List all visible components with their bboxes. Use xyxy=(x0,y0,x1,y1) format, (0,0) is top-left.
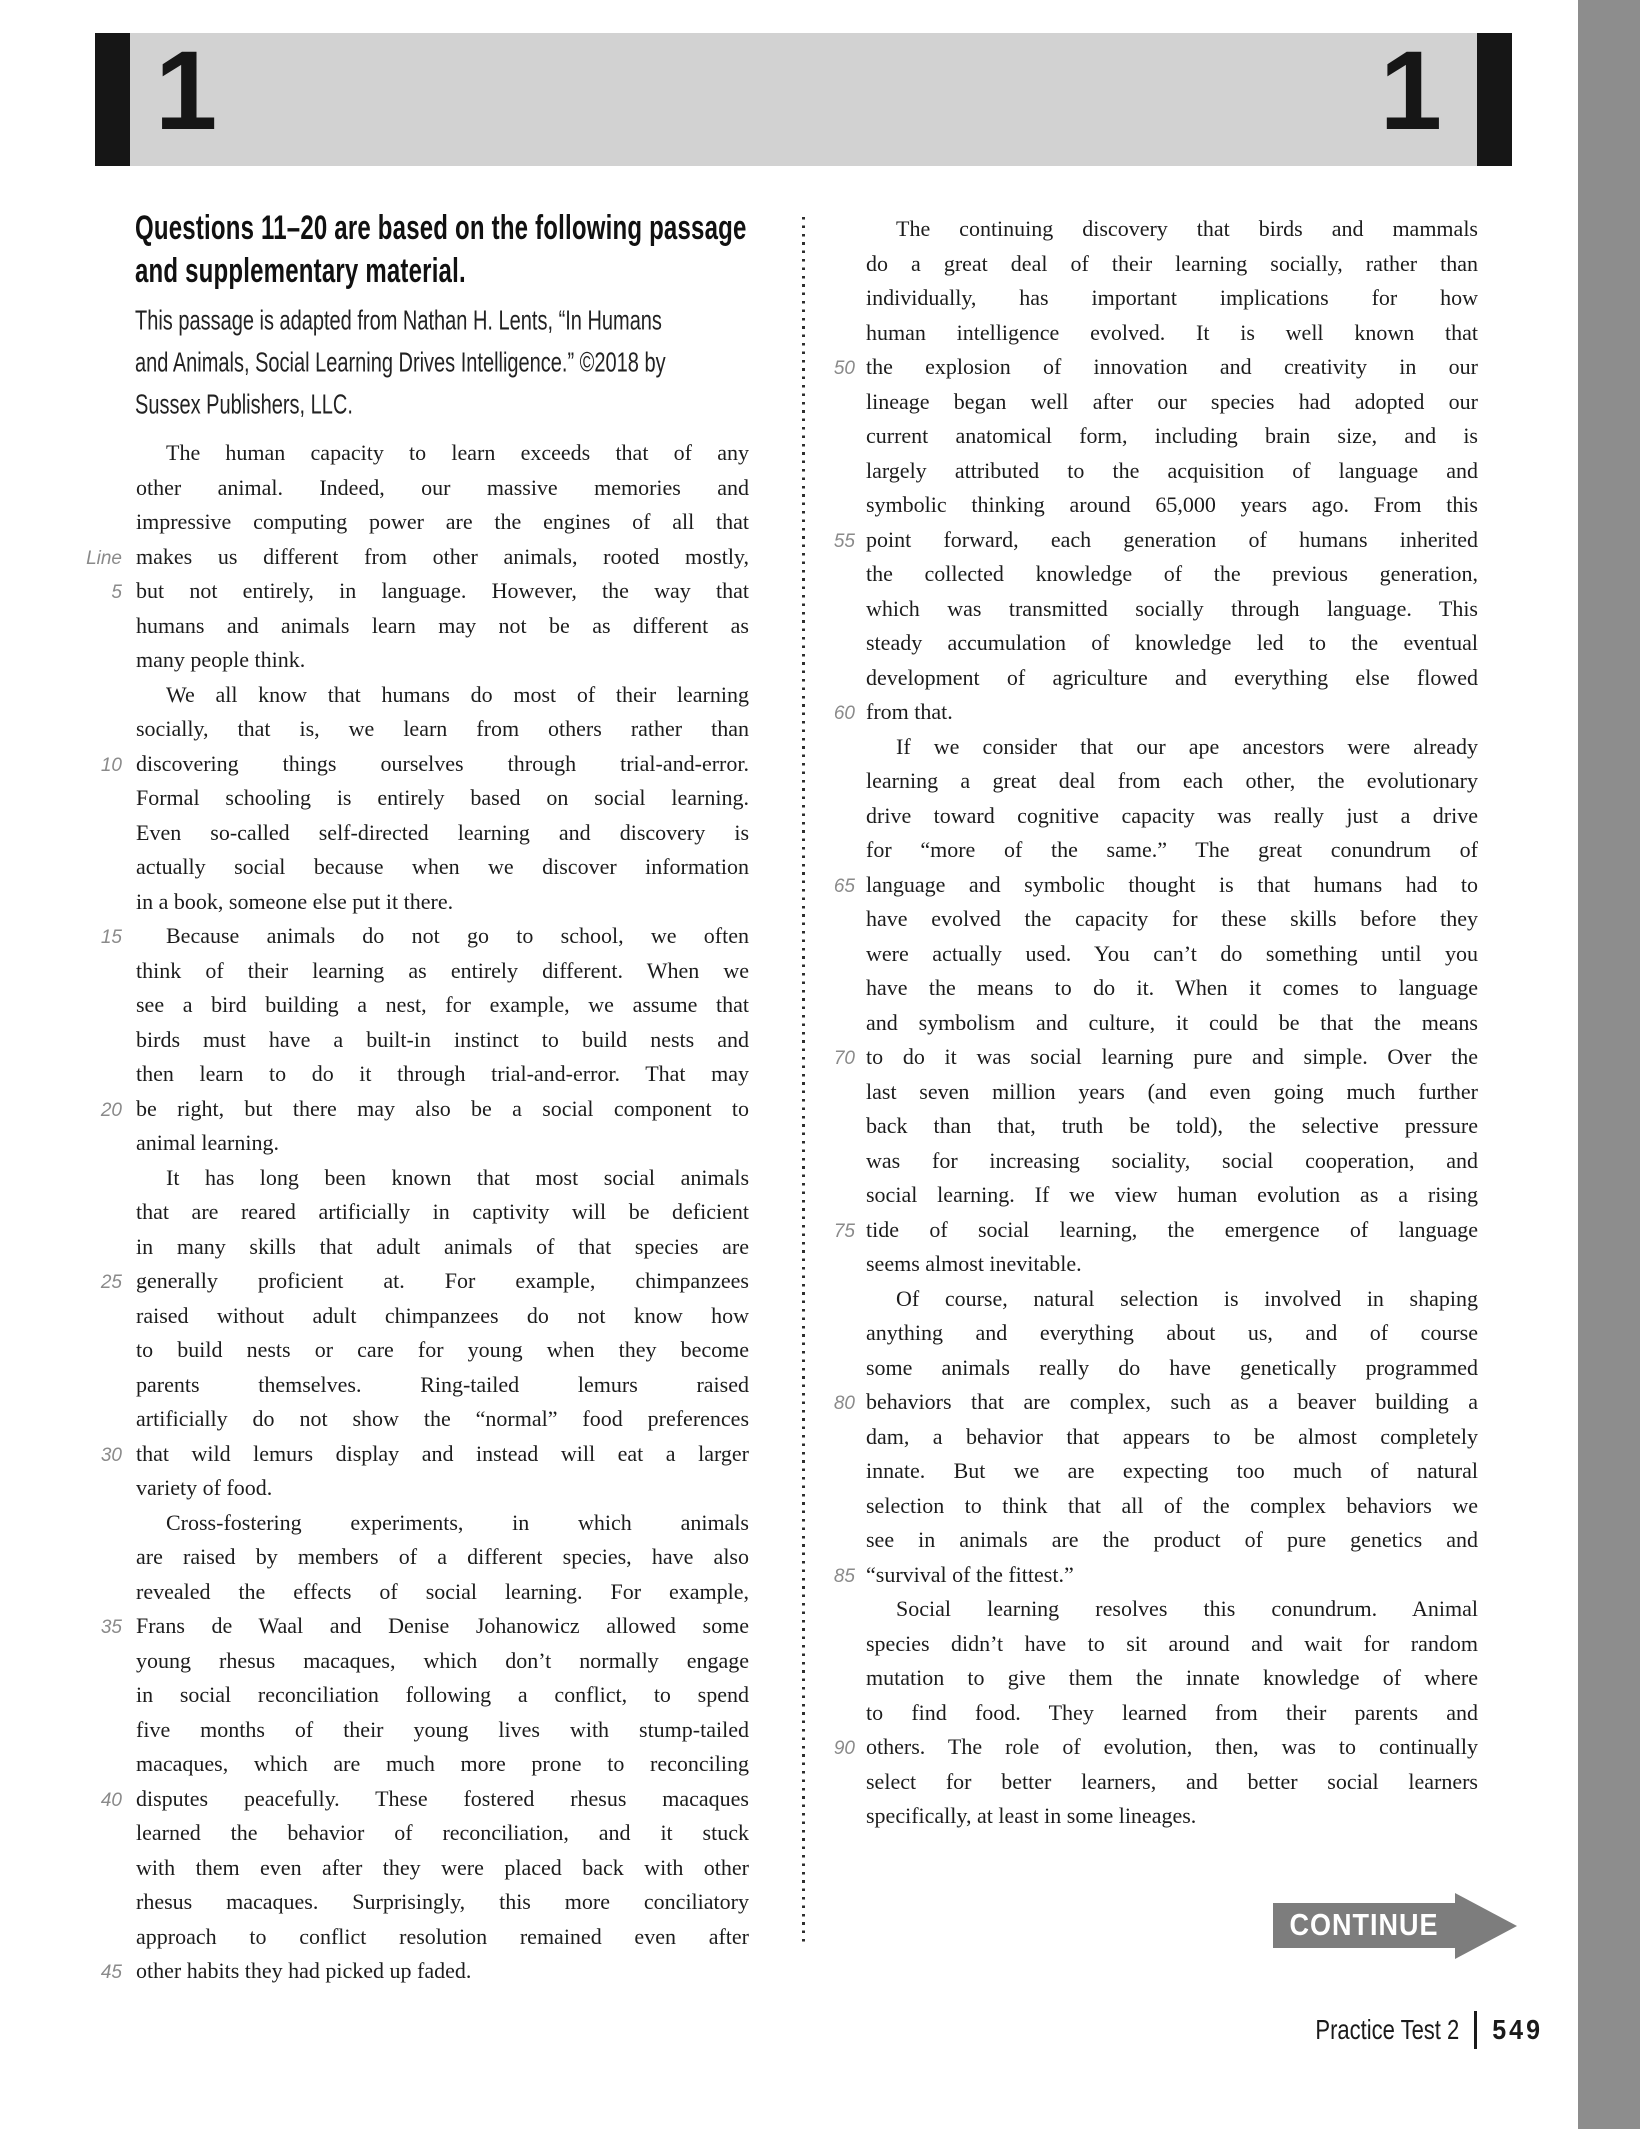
passage-column-right xyxy=(790,212,1480,1834)
passage-line xyxy=(790,1799,1480,1834)
passage-line xyxy=(60,1851,750,1886)
passage-line xyxy=(60,954,750,989)
passage-text: specifically, at least in some lineages. xyxy=(866,1803,1197,1828)
passage-line xyxy=(790,626,1480,661)
section-number-right: 1 xyxy=(1379,28,1442,153)
passage-text: anything and everything about us, and of course xyxy=(866,1320,1478,1345)
passage-line xyxy=(60,1402,750,1437)
passage-line xyxy=(60,885,750,920)
passage-line xyxy=(790,316,1480,351)
passage-line xyxy=(790,799,1480,834)
passage-text: in social reconciliation following a conflict, to spend xyxy=(136,1682,749,1707)
passage-text: other animal. Indeed, our massive memories and xyxy=(136,474,749,500)
page-footer xyxy=(1315,2008,1543,2052)
header-right-bar xyxy=(1477,33,1512,166)
passage-line xyxy=(790,1178,1480,1213)
passage-line xyxy=(60,1333,750,1368)
line-number: 10 xyxy=(100,754,122,776)
passage-line xyxy=(60,712,750,747)
passage-text: discovering things ourselves through trial-and-error. xyxy=(136,750,749,776)
passage-text: Formal schooling is entirely based on social learning. xyxy=(136,785,749,810)
continue-button xyxy=(1273,1903,1455,1948)
passage-text: see a bird building a nest, for example, we assume that xyxy=(136,992,749,1017)
passage-line xyxy=(60,1678,750,1713)
questions-range-heading xyxy=(135,208,805,293)
passage-text: species didn’t have to sit around and wait for random xyxy=(866,1630,1478,1656)
passage-text: tide of social learning, the emergence of language xyxy=(866,1216,1478,1242)
passage-text: Cross-fostering experiments, in which animals xyxy=(166,1509,749,1535)
line-number: 45 xyxy=(100,1962,122,1983)
passage-line xyxy=(790,385,1480,420)
passage-text: It has long been known that most social animals xyxy=(166,1164,749,1190)
passage-line xyxy=(790,1730,1480,1765)
passage-text: last seven million years (and even going much further xyxy=(866,1078,1478,1104)
passage-text: to do it was social learning pure and simple. Over the xyxy=(866,1044,1478,1069)
passage-line xyxy=(790,1592,1480,1627)
passage-line xyxy=(60,471,750,506)
passage-line xyxy=(790,1523,1480,1558)
line-number: 80 xyxy=(833,1393,855,1414)
line-number: 65 xyxy=(833,875,855,897)
passage-text: from that. xyxy=(866,699,953,724)
continue-label: CONTINUE xyxy=(1289,1908,1439,1942)
passage-text: are raised by members of a different species, have also xyxy=(136,1544,749,1569)
passage-line xyxy=(790,661,1480,696)
passage-text: generally proficient at. For example, chimpanzees xyxy=(136,1268,749,1293)
passage-text: the explosion of innovation and creativity in our xyxy=(866,354,1478,379)
passage-line xyxy=(60,1540,750,1575)
passage-text: were actually used. You can’t do something until you xyxy=(866,940,1478,966)
line-number: 30 xyxy=(100,1444,122,1466)
passage-text: selection to think that all of the complex behaviors we xyxy=(866,1492,1478,1518)
passage-text: “survival of the fittest.” xyxy=(866,1561,1074,1587)
passage-line xyxy=(790,1040,1480,1075)
passage-line xyxy=(790,1696,1480,1731)
passage-line xyxy=(60,1506,750,1541)
passage-text: five months of their young lives with stump-tailed xyxy=(136,1716,749,1742)
passage-text: approach to conflict resolution remained even after xyxy=(136,1923,749,1949)
passage-line xyxy=(60,850,750,885)
passage-text: innate. But we are expecting too much of natural xyxy=(866,1458,1478,1483)
page-edge-strip xyxy=(1578,0,1640,2129)
passage-line xyxy=(60,678,750,713)
passage-text: many people think. xyxy=(136,647,306,672)
passage-line xyxy=(60,1368,750,1403)
passage-line xyxy=(60,1161,750,1196)
passage-line xyxy=(790,937,1480,972)
passage-attribution xyxy=(135,300,775,426)
passage-line xyxy=(60,1057,750,1092)
passage-text: human intelligence evolved. It is well known that xyxy=(866,319,1478,345)
passage-line xyxy=(790,592,1480,627)
passage-attribution-line: This passage is adapted from Nathan H. Lents, “In Humans xyxy=(135,305,662,337)
line-number: 75 xyxy=(833,1220,855,1242)
passage-text: select for better learners, and better social learners xyxy=(866,1768,1478,1794)
passage-line xyxy=(790,247,1480,282)
passage-line xyxy=(60,1920,750,1955)
passage-text: parents themselves. Ring-tailed lemurs raised xyxy=(136,1371,749,1397)
passage-line xyxy=(60,436,750,471)
passage-line xyxy=(790,212,1480,247)
passage-line xyxy=(60,1713,750,1748)
passage-text: largely attributed to the acquisition of language and xyxy=(866,457,1478,483)
passage-line xyxy=(790,1420,1480,1455)
passage-text: learning a great deal from each other, the evolutionary xyxy=(866,768,1478,793)
passage-line xyxy=(790,1144,1480,1179)
passage-line xyxy=(790,1006,1480,1041)
passage-text: do a great deal of their learning socially, rather than xyxy=(866,250,1478,276)
passage-line xyxy=(790,523,1480,558)
passage-line xyxy=(60,919,750,954)
line-number: 40 xyxy=(100,1789,122,1811)
passage-text: rhesus macaques. Surprisingly, this more conciliatory xyxy=(136,1889,749,1914)
passage-line xyxy=(790,1247,1480,1282)
line-number: 5 xyxy=(111,582,122,603)
line-number: 15 xyxy=(100,927,122,948)
passage-text: birds must have a built-in instinct to build nests and xyxy=(136,1026,749,1052)
passage-text: be right, but there may also be a social component to xyxy=(136,1095,749,1121)
passage-text: humans and animals learn may not be as different as xyxy=(136,612,749,638)
passage-line xyxy=(790,1316,1480,1351)
passage-line xyxy=(60,1230,750,1265)
passage-line xyxy=(60,781,750,816)
passage-text: that are reared artificially in captivity will be deficient xyxy=(136,1199,749,1224)
passage-line xyxy=(790,833,1480,868)
passage-text: the collected knowledge of the previous generation, xyxy=(866,561,1478,586)
passage-text: individually, has important implications for how xyxy=(866,285,1478,310)
passage-text: socially, that is, we learn from others rather than xyxy=(136,716,749,741)
passage-text: disputes peacefully. These fostered rhesus macaques xyxy=(136,1785,749,1811)
passage-text: learned the behavior of reconciliation, and it stuck xyxy=(136,1820,749,1845)
passage-line xyxy=(60,1816,750,1851)
passage-text: have the means to do it. When it comes to language xyxy=(866,975,1478,1000)
passage-line xyxy=(60,1782,750,1817)
passage-text: Of course, natural selection is involved in shaping xyxy=(896,1285,1478,1311)
passage-text: artificially do not show the “normal” food preferences xyxy=(136,1406,749,1431)
passage-line xyxy=(790,1351,1480,1386)
line-number: 60 xyxy=(833,703,855,724)
line-number: 55 xyxy=(833,530,855,552)
passage-text: in a book, someone else put it there. xyxy=(136,888,454,914)
line-number: 35 xyxy=(100,1617,122,1638)
line-number: 85 xyxy=(833,1565,855,1587)
passage-line xyxy=(60,1195,750,1230)
passage-text: other habits they had picked up faded. xyxy=(136,1958,472,1983)
passage-attribution-line: and Animals, Social Learning Drives Intelligence.” ©2018 by xyxy=(135,347,666,379)
passage-text: young rhesus macaques, which don’t normally engage xyxy=(136,1647,749,1673)
passage-line xyxy=(790,1109,1480,1144)
passage-text: with them even after they were placed back with other xyxy=(136,1854,749,1880)
footer-page-number: 549 xyxy=(1492,2014,1543,2045)
passage-line xyxy=(60,1954,750,1989)
footer-divider-rule xyxy=(1474,2011,1477,2049)
passage-line xyxy=(790,281,1480,316)
passage-line xyxy=(60,643,750,678)
passage-text: We all know that humans do most of their learning xyxy=(166,681,749,707)
passage-text: dam, a behavior that appears to be almost completely xyxy=(866,1423,1478,1449)
passage-line xyxy=(60,505,750,540)
passage-text: in many skills that adult animals of that species are xyxy=(136,1233,749,1259)
passage-text: variety of food. xyxy=(136,1475,273,1500)
line-number: 90 xyxy=(833,1738,855,1759)
passage-text: If we consider that our ape ancestors were already xyxy=(896,733,1478,759)
passage-text: raised without adult chimpanzees do not know how xyxy=(136,1302,749,1328)
passage-line xyxy=(790,1661,1480,1696)
passage-text: to find food. They learned from their parents and xyxy=(866,1699,1478,1725)
passage-text: and symbolism and culture, it could be that the means xyxy=(866,1009,1478,1035)
passage-line xyxy=(790,557,1480,592)
passage-line xyxy=(60,1299,750,1334)
passage-line xyxy=(60,1575,750,1610)
passage-line xyxy=(790,1765,1480,1800)
passage-text: social learning. If we view human evolution as a rising xyxy=(866,1182,1478,1207)
passage-text: others. The role of evolution, then, was to continually xyxy=(866,1734,1478,1759)
passage-line xyxy=(60,1885,750,1920)
passage-text: mutation to give them the innate knowledge of where xyxy=(866,1665,1478,1690)
passage-text: to build nests or care for young when they become xyxy=(136,1337,749,1362)
passage-text: then learn to do it through trial-and-error. That may xyxy=(136,1061,749,1086)
line-number: 70 xyxy=(833,1048,855,1069)
passage-text: animal learning. xyxy=(136,1130,279,1155)
passage-text: current anatomical form, including brain size, and is xyxy=(866,423,1478,448)
passage-line xyxy=(790,350,1480,385)
passage-line xyxy=(60,816,750,851)
passage-text: seems almost inevitable. xyxy=(866,1251,1082,1276)
passage-line xyxy=(790,454,1480,489)
passage-line xyxy=(790,971,1480,1006)
passage-line xyxy=(60,1092,750,1127)
continue-rect xyxy=(1273,1903,1455,1948)
passage-text: Frans de Waal and Denise Johanowicz allowed some xyxy=(136,1613,749,1638)
passage-line xyxy=(60,747,750,782)
passage-text: The human capacity to learn exceeds that of any xyxy=(166,440,749,465)
passage-line xyxy=(790,1075,1480,1110)
passage-text: Even so-called self-directed learning and discovery is xyxy=(136,819,749,845)
passage-line xyxy=(60,1747,750,1782)
passage-text: Because animals do not go to school, we often xyxy=(166,923,749,948)
continue-arrow-icon xyxy=(1455,1893,1517,1959)
passage-text: have evolved the capacity for these skills before they xyxy=(866,906,1478,931)
passage-attribution-line: Sussex Publishers, LLC. xyxy=(135,389,353,421)
passage-line xyxy=(790,1213,1480,1248)
passage-text: point forward, each generation of humans inherited xyxy=(866,526,1478,552)
passage-line xyxy=(790,488,1480,523)
passage-line xyxy=(60,1023,750,1058)
passage-text: macaques, which are much more prone to reconciling xyxy=(136,1751,749,1776)
passage-line xyxy=(790,1489,1480,1524)
passage-text: back than that, truth be told), the selective pressure xyxy=(866,1113,1478,1138)
footer-test-label: Practice Test 2 xyxy=(1315,2013,1460,2045)
passage-text: makes us different from other animals, rooted mostly, xyxy=(136,543,749,569)
passage-line xyxy=(790,419,1480,454)
passage-column-left xyxy=(60,436,750,1989)
section-header-band xyxy=(95,28,1512,166)
passage-line xyxy=(60,609,750,644)
line-number: 25 xyxy=(100,1272,122,1293)
passage-text: development of agriculture and everything else flowed xyxy=(866,664,1478,690)
passage-text: symbolic thinking around 65,000 years ago. From this xyxy=(866,492,1478,517)
passage-text: some animals really do have genetically programmed xyxy=(866,1354,1478,1380)
passage-text: lineage began well after our species had adopted our xyxy=(866,388,1478,414)
questions-range-heading-line: and supplementary material. xyxy=(135,252,466,291)
line-number: 50 xyxy=(833,358,855,379)
passage-text: language and symbolic thought is that humans had to xyxy=(866,871,1478,897)
passage-text: impressive computing power are the engines of all that xyxy=(136,509,749,534)
questions-range-heading-line: Questions 11–20 are based on the following passage xyxy=(135,209,747,248)
passage-line xyxy=(790,1282,1480,1317)
passage-text: but not entirely, in language. However, the way that xyxy=(136,578,749,603)
passage-line xyxy=(790,902,1480,937)
passage-text: Social learning resolves this conundrum. Animal xyxy=(896,1596,1478,1621)
passage-text: The continuing discovery that birds and mammals xyxy=(896,216,1478,241)
passage-text: think of their learning as entirely different. When we xyxy=(136,957,749,983)
passage-line xyxy=(60,1126,750,1161)
passage-text: drive toward cognitive capacity was really just a drive xyxy=(866,802,1478,828)
passage-line xyxy=(790,730,1480,765)
passage-line xyxy=(60,574,750,609)
passage-text: revealed the effects of social learning. For example, xyxy=(136,1578,749,1604)
passage-line xyxy=(60,1264,750,1299)
header-left-bar xyxy=(95,33,130,166)
passage-line xyxy=(60,1609,750,1644)
passage-line xyxy=(790,1385,1480,1420)
passage-line xyxy=(790,1454,1480,1489)
passage-line xyxy=(60,1644,750,1679)
passage-line xyxy=(60,988,750,1023)
passage-text: which was transmitted socially through language. This xyxy=(866,595,1478,621)
section-number-left: 1 xyxy=(155,28,218,153)
passage-text: was for increasing sociality, social cooperation, and xyxy=(866,1147,1478,1173)
passage-line xyxy=(790,868,1480,903)
passage-text: for “more of the same.” The great conundrum of xyxy=(866,837,1478,862)
passage-line xyxy=(60,540,750,575)
passage-line xyxy=(790,695,1480,730)
passage-line xyxy=(790,1558,1480,1593)
passage-text: behaviors that are complex, such as a beaver building a xyxy=(866,1389,1478,1414)
line-number: 20 xyxy=(100,1099,122,1121)
passage-line xyxy=(60,1471,750,1506)
line-number: Line xyxy=(86,547,122,569)
passage-line xyxy=(60,1437,750,1472)
passage-text: actually social because when we discover information xyxy=(136,854,749,879)
passage-line xyxy=(790,1627,1480,1662)
passage-line xyxy=(790,764,1480,799)
passage-text: steady accumulation of knowledge led to the eventual xyxy=(866,630,1478,655)
passage-text: that wild lemurs display and instead will eat a larger xyxy=(136,1440,749,1466)
passage-text: see in animals are the product of pure genetics and xyxy=(866,1527,1478,1552)
